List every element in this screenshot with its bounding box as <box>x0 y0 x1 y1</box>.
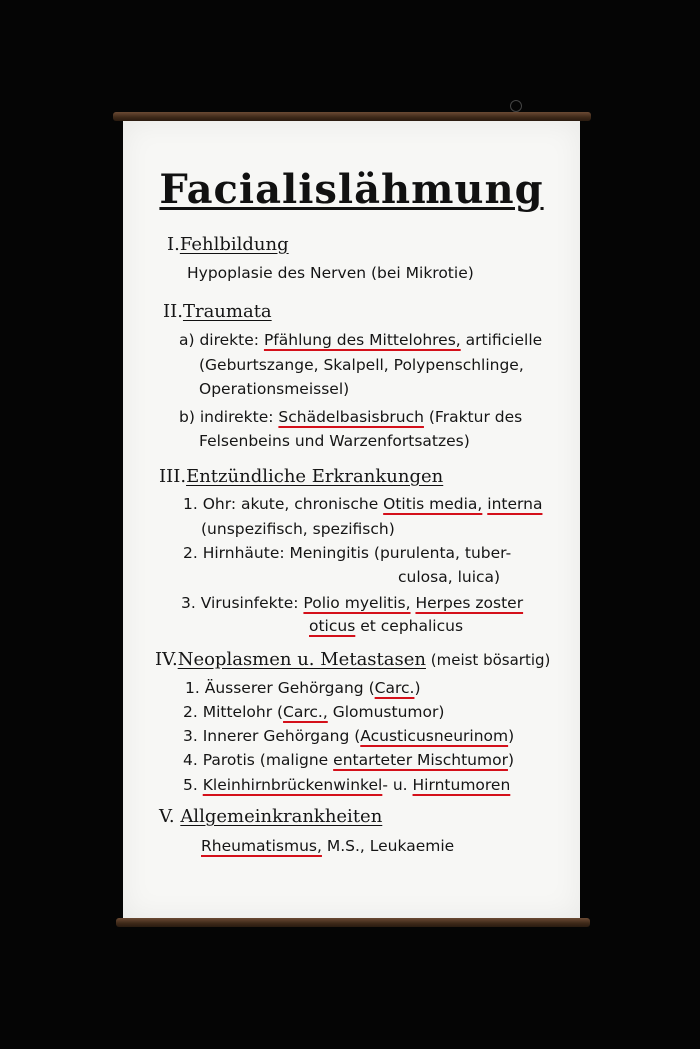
section-3-ohr-line: 1. Ohr: akute, chronische Otitis media, interna <box>183 495 543 513</box>
section-5-line: Rheumatismus, M.S., Leukaemie <box>201 837 455 855</box>
section-4-item-2: 2. Mittelohr (Carc., Glomustumor) <box>183 703 445 721</box>
section-4-item-5: 5. Kleinhirnbrückenwinkel- u. Hirntumoren <box>183 776 511 794</box>
section-2-b-line: b) indirekte: Schädelbasisbruch (Fraktur des <box>179 408 523 426</box>
section-4-item-1: 1. Äusserer Gehörgang (Carc.) <box>185 679 421 697</box>
section-2-a-line: a) direkte: Pfählung des Mittelohres, artificielle <box>179 331 543 349</box>
section-1-heading: I.Fehlbildung <box>167 234 289 255</box>
hanging-rod-top <box>113 112 591 121</box>
hanger-hook-icon <box>510 100 522 112</box>
section-2-b-line-2: Felsenbeins und Warzenfortsatzes) <box>199 432 470 450</box>
section-3-hirnhaeute-line: 2. Hirnhäute: Meningitis (purulenta, tuber- <box>183 544 512 562</box>
section-3-hirnhaeute-line-2: culosa, luica) <box>398 568 501 586</box>
wall-chart <box>123 121 580 918</box>
section-3-virus-line-2: oticus et cephalicus <box>309 617 464 635</box>
section-2-heading: II.Traumata <box>163 301 272 322</box>
chart-title: Facialislähmung <box>159 166 544 213</box>
hanging-rod-bottom <box>116 918 590 927</box>
section-3-virus-line: 3. Virusinfekte: Polio myelitis, Herpes zoster <box>181 594 524 612</box>
section-2-a-line-2: (Geburtszange, Skalpell, Polypenschlinge, <box>199 356 524 374</box>
section-4-item-4: 4. Parotis (maligne entarteter Mischtumor) <box>183 751 515 769</box>
section-2-a-line-3: Operationsmeissel) <box>199 380 350 398</box>
section-5-heading: V. Allgemeinkrankheiten <box>159 806 383 827</box>
section-3-ohr-line-2: (unspezifisch, spezifisch) <box>201 520 395 538</box>
section-1-line: Hypoplasie des Nerven (bei Mikrotie) <box>187 264 474 282</box>
section-4-heading: IV.Neoplasmen u. Metastasen (meist bösartig) <box>155 649 551 670</box>
section-4-item-3: 3. Innerer Gehörgang (Acusticusneurinom) <box>183 727 515 745</box>
section-3-heading: III.Entzündliche Erkrankungen <box>159 466 444 487</box>
